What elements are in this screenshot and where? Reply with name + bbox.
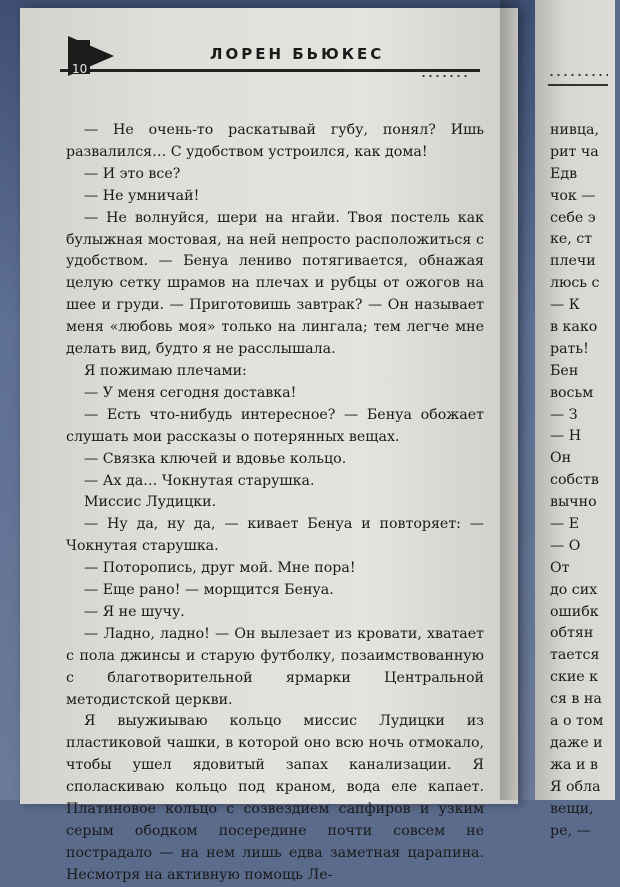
paragraph: — И это все? — [84, 165, 181, 182]
right-page-line: ошибк — [550, 603, 599, 620]
right-page-line: ке, ст — [550, 231, 593, 248]
right-page-line: в како — [550, 319, 598, 336]
right-page-line: люсь с — [550, 275, 600, 292]
right-page-line: Бен — [550, 362, 579, 379]
header-rule — [60, 69, 480, 72]
right-page-line: даже и — [550, 734, 603, 751]
right-page-text — [550, 120, 620, 842]
paragraph: — Не волнуйся, шери на нгайи. Твоя постель как булыжная мостовая, на ней непросто расположиться с удобством. — Бенуа лениво потягивается, обнажая целую сетку шрамов на плечах и рубцы от ожогов на шее и груди. — Приготовишь завтрак? — Он называет меня «любовь моя» только на лингала; тем легче мне делать вид, будто я не расслышала. — [66, 209, 484, 358]
right-page-line: — К — [550, 297, 580, 314]
right-page-line: ре, — — [550, 822, 591, 839]
right-page-line: до сих — [550, 581, 598, 598]
right-page-line: собств — [550, 472, 599, 489]
right-page-line: От — [550, 559, 570, 576]
right-page-line: обтян — [550, 625, 594, 642]
right-page-line: рать! — [550, 340, 589, 357]
right-page-line: Я обла — [550, 778, 601, 795]
page-number: 10 — [72, 62, 88, 76]
right-page-line: — О — [550, 537, 581, 554]
paragraph: — Поторопись, друг мой. Мне пора! — [84, 560, 356, 577]
paragraph: — Еще рано! — морщится Бенуа. — [84, 582, 334, 599]
paragraph: Я пожимаю плечами: — [84, 362, 247, 379]
paragraph: Миссис Лудицки. — [84, 494, 217, 511]
right-page-line: Едв — [550, 165, 578, 182]
right-page-line: восьм — [550, 384, 594, 401]
paragraph: — Не очень-то раскатывай губу, понял? Ишь развалился… С удобством устроился, как дома! — [66, 122, 484, 160]
paragraph: — Связка ключей и вдовье кольцо. — [84, 450, 347, 467]
right-page-line: нивца, — [550, 122, 599, 138]
right-page-line: чок — — [550, 187, 596, 204]
right-header-ornament — [548, 74, 608, 76]
right-page-line: — Н — [550, 428, 582, 445]
paragraph: — Ладно, ладно! — Он вылезает из кровати, хватает с пола джинсы и старую футболку, позаимствованную с благотворительной ярмарки Центральной методистской церкви. — [66, 625, 484, 708]
right-page-line: — З — [550, 406, 578, 423]
right-page-line: ские к — [550, 669, 599, 686]
right-page-line: тается — [550, 647, 600, 664]
header-dots-ornament — [420, 75, 470, 77]
paragraph: — У меня сегодня доставка! — [84, 384, 297, 401]
right-page-line: вещи, — [550, 800, 594, 817]
right-page-line: а о том — [550, 713, 604, 730]
paragraph: — Я не шучу. — [84, 603, 185, 620]
paragraph: Я выужиываю кольцо миссис Лудицки из пластиковой чашки, в которой оно всю ночь отмокало, чтобы ушел ядовитый запах канализации. Я споласкиваю кольцо под краном, вода еле капает. Платиновое кольцо с созвездием сапфиров и узким серым ободком посередине почти совсем не пострадало — на нем лишь едва заметная царапина. Несмотря на активную помощь Ле- — [66, 713, 484, 883]
right-page-line: рит ча — [550, 143, 599, 160]
running-title: ЛОРЕН БЬЮКЕС — [210, 45, 385, 63]
right-page-line: жа и в — [550, 756, 598, 773]
paragraph: — Не умничай! — [84, 187, 200, 204]
right-page-line: плечи — [550, 253, 596, 270]
right-page-line: — Е — [550, 516, 580, 533]
right-page-line: ся в на — [550, 691, 602, 708]
right-page-line: Он — [550, 450, 572, 467]
paragraph: — Ну да, ну да, — кивает Бенуа и повторяет: — Чокнутая старушка. — [66, 516, 484, 555]
right-header-rule — [548, 84, 608, 86]
page-body-text — [66, 120, 484, 887]
paragraph: — Ах да… Чокнутая старушка. — [84, 472, 315, 489]
right-page-line: вычно — [550, 494, 597, 511]
paragraph: — Есть что-нибудь интересное? — Бенуа обожает слушать мои рассказы о потерянных вещах. — [66, 406, 484, 445]
right-page-line: себе э — [550, 209, 596, 226]
